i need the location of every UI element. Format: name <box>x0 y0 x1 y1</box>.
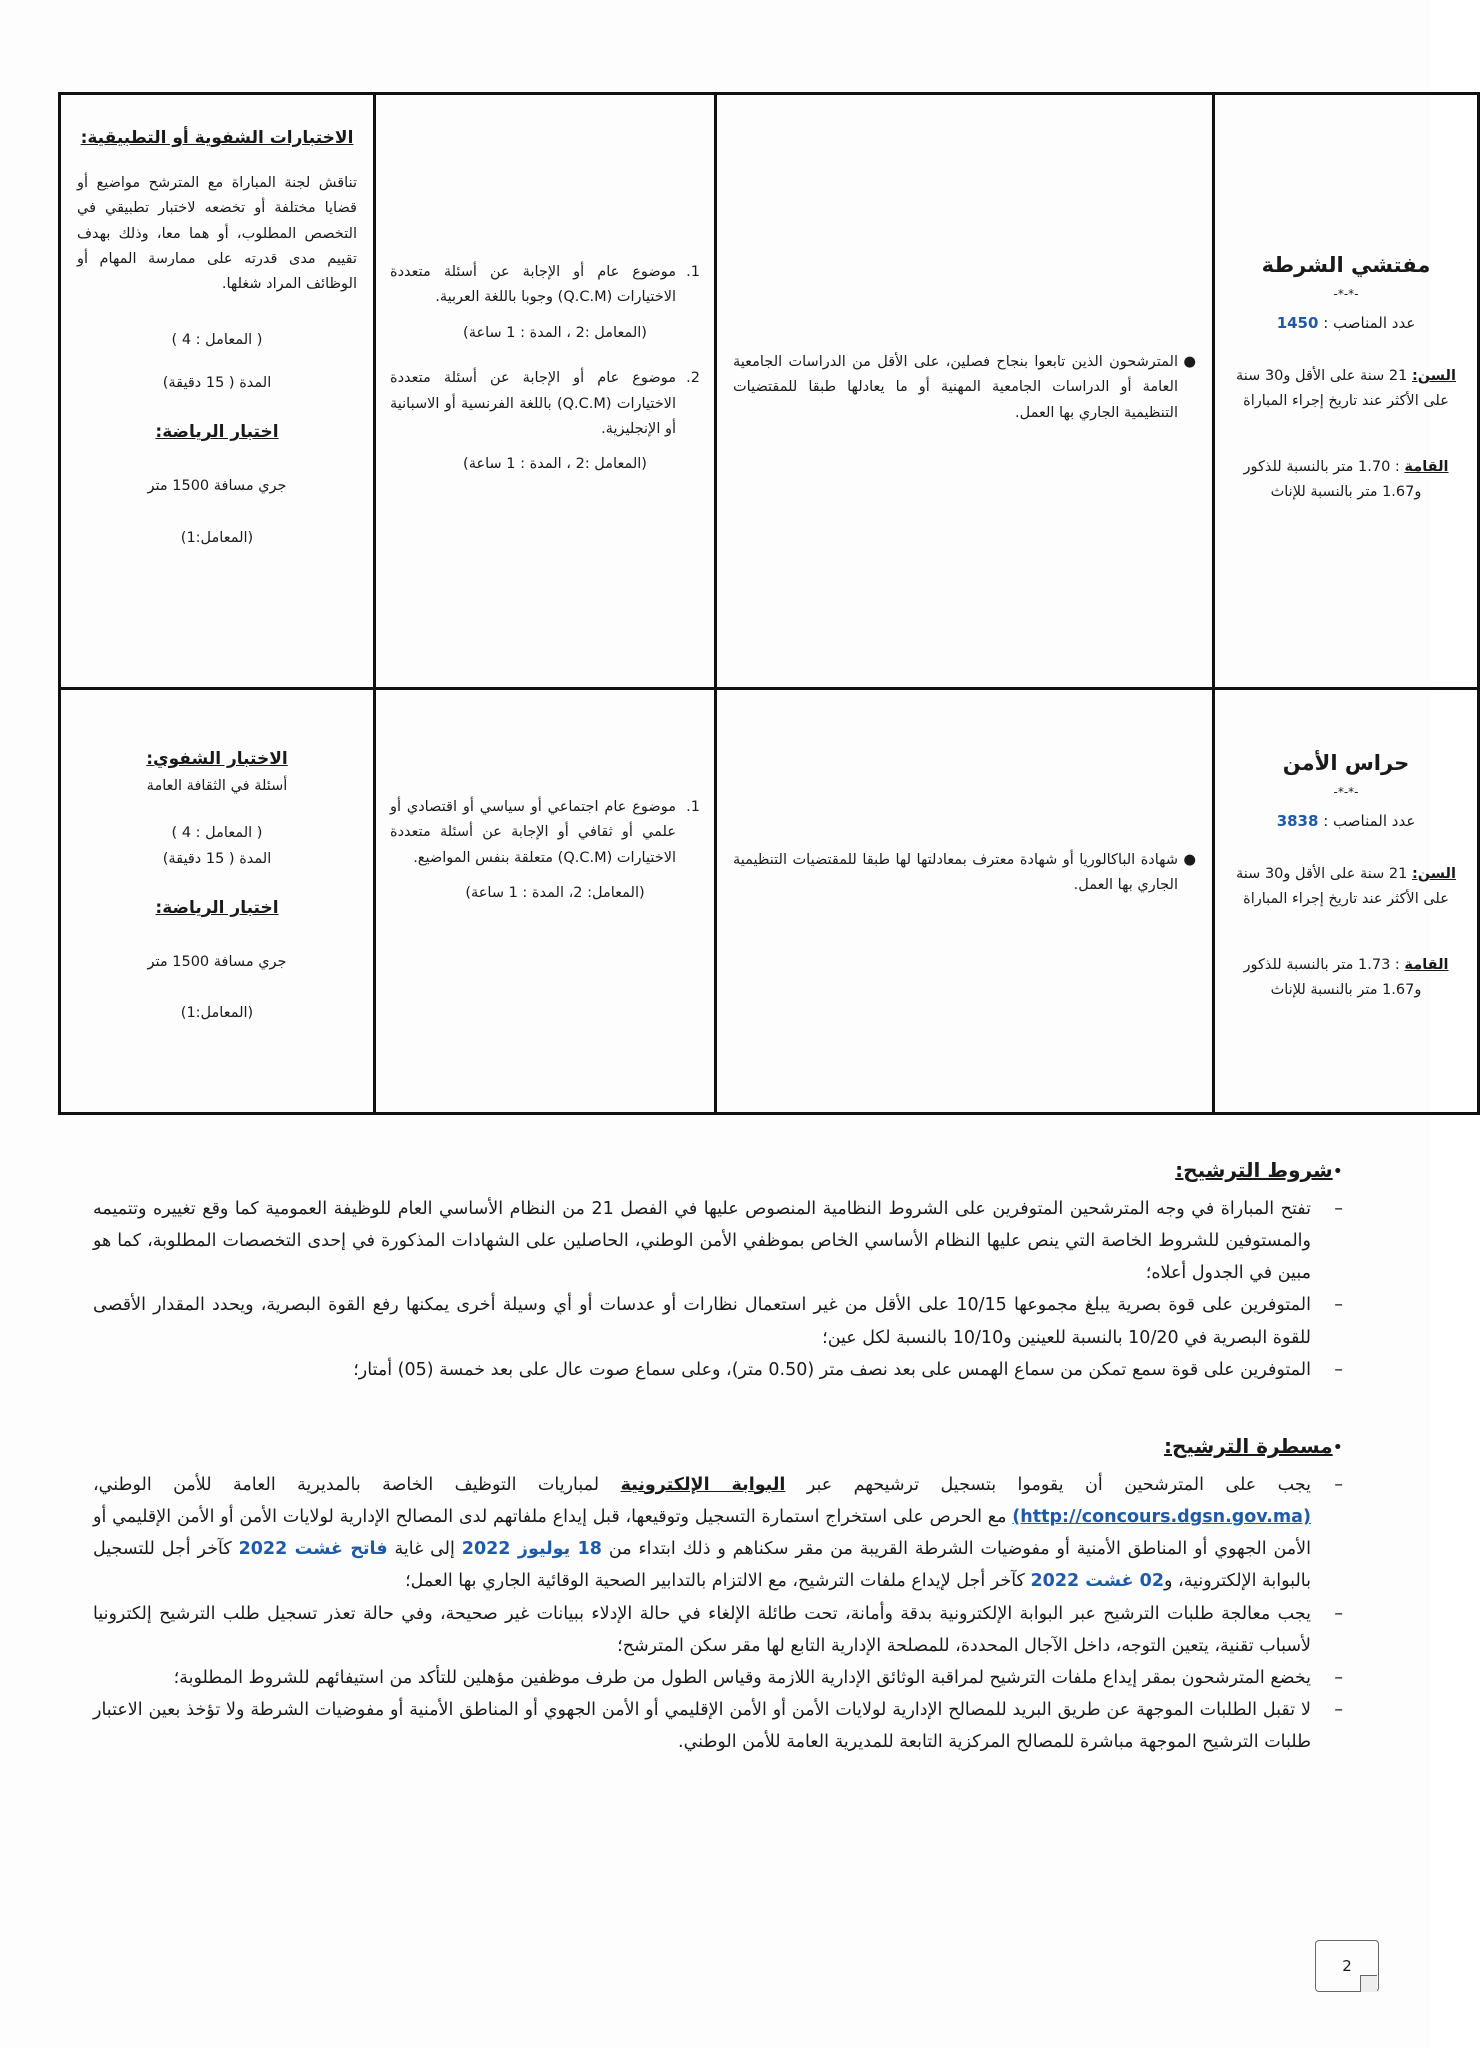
dash-icon: – <box>1334 1198 1343 1219</box>
diploma-cell <box>716 689 1214 1114</box>
list-item-text: يجب معالجة طلبات الترشيح عبر البوابة الإلكترونية بدقة وأمانة، تحت طائلة الإلغاء في حالة الإدلاء ببيانات غير صحيحة، وفي حالة تعذر تسجيل طلب الترشيح إلكترونيا لأسباب تقنية، يتعين التوجه، داخل الآجال المحددة، للمصلحة الإدارية التابع لها مقر سكن المترشح؛ <box>93 1603 1311 1656</box>
list-item <box>93 1469 1343 1598</box>
text-segment: إلى غاية <box>394 1539 455 1560</box>
text-segment: يجب على المترشحين أن يقوموا بتسجيل ترشيحهم عبر <box>806 1474 1311 1495</box>
text-segment: كآخر أجل للتسجيل بالبوابة الإلكترونية، و <box>93 1539 1311 1592</box>
written-exam-item <box>390 795 700 871</box>
sport-exam-coef: (المعامل:1) <box>180 529 254 546</box>
written-exam-text: موضوع عام أو الإجابة عن أسئلة متعددة الاختيارات (Q.C.M) وجوبا باللغة العربية. <box>390 264 676 306</box>
sport-exam-heading: اختبار الرياضة: <box>155 422 279 443</box>
diploma-text: المترشحون الذين تابعوا بنجاح فصلين، على الأقل من الدراسات الجامعية العامة أو الدراسات الجامعية المهنية أو ما يعادلها طبقا للمقتضيات التنظيمية الجاري بها العمل. <box>733 354 1178 421</box>
text-segment: لمباريات التوظيف الخاصة بالمديرية العامة للأمن الوطني، <box>93 1474 600 1495</box>
diploma-text: شهادة الباكالوريا أو شهادة معترف بمعادلتها لها طبقا للمقتضيات التنظيمية الجاري بها العمل. <box>733 852 1178 894</box>
oral-exam-text: تناقش لجنة المباراة مع المترشح مواضيع أو قضايا مختلفة أو تخضعه لاختبار تطبيقي في التخصص المطلوب، أو هما معا، وذلك بهدف تقييم مدى قدرته على ممارسة المهام أو الوظائف المراد شغلها. <box>77 174 357 293</box>
age-text: 21 سنة على الأقل و30 سنة على الأكثر عند تاريخ إجراء المباراة <box>1236 368 1449 410</box>
bullet-icon: ● <box>1183 354 1196 370</box>
job-cell <box>1214 689 1479 1114</box>
age-label: السن: <box>1411 368 1456 384</box>
list-item-text: المتوفرين على قوة سمع تمكن من سماع الهمس على بعد نصف متر (0.50 متر)، وعلى سماع صوت عال على بعد خمسة (05) أمتار؛ <box>353 1359 1311 1380</box>
posts-count <box>1227 808 1465 834</box>
dash-icon: – <box>1334 1474 1343 1495</box>
written-exam-coef: (المعامل :2 ، المدة : 1 ساعة) <box>463 456 647 473</box>
competition-table <box>58 92 1480 1115</box>
age-requirement <box>1227 364 1465 415</box>
oral-exam-duration: المدة ( 15 دقيقة) <box>162 375 272 392</box>
stars-divider: -*-*- <box>1333 286 1359 301</box>
oral-exam-cell <box>60 689 375 1114</box>
height-requirement <box>1227 953 1465 1004</box>
list-item-text: يخضع المترشحون بمقر إيداع ملفات الترشيح لمراقبة الوثائق الإدارية اللازمة وقياس الطول من طرف موظفين مؤهلين للتأكد من استيفائهم للشروط المطلوبة؛ <box>173 1667 1311 1688</box>
written-exam-list <box>390 260 700 478</box>
sport-exam-run: جري مسافة 1500 متر <box>147 953 287 970</box>
bullet-icon: • <box>1332 1438 1343 1458</box>
conditions-heading-line <box>93 1152 1343 1189</box>
text-segment: كآخر أجل لإيداع ملفات الترشيح، مع الالتزام بالتدابير الصحية الوقائية الجاري بها العمل؛ <box>405 1571 1025 1592</box>
dash-icon: – <box>1334 1295 1343 1316</box>
conditions-section <box>93 1152 1343 1386</box>
diploma-cell <box>716 94 1214 689</box>
written-exam-text: موضوع عام أو الإجابة عن أسئلة متعددة الاختيارات (Q.C.M) باللغة الفرنسية أو الاسبانية أو الإنجليزية. <box>390 370 676 437</box>
posts-value: 1450 <box>1276 313 1319 332</box>
oral-exam-coef: ( المعامل : 4 ) <box>171 331 263 348</box>
list-item-text: لا تقبل الطلبات الموجهة عن طريق البريد للمصالح الإدارية لولايات الأمن أو الأمن الإقليمي أو الأمن الجهوي أو المناطق الأمنية أو مفوضيات الشرطة ولا تؤخذ بعين الاعتبار طلبات الترشيح الموجهة مباشرة للمصالح المركزية التابعة للمديرية العامة للأمن الوطني. <box>93 1700 1311 1753</box>
job-title: حراس الأمن <box>1282 751 1410 775</box>
posts-count <box>1227 310 1465 336</box>
diploma-requirement <box>733 350 1196 426</box>
height-label: القامة <box>1404 956 1449 973</box>
written-exam-cell <box>375 689 716 1114</box>
start-date: 18 يوليوز 2022 <box>461 1539 602 1560</box>
age-requirement <box>1227 862 1465 913</box>
dash-icon: – <box>1334 1700 1343 1721</box>
table-row <box>60 94 1479 689</box>
dash-icon: – <box>1334 1603 1343 1624</box>
written-exam-coef: (المعامل: 2، المدة : 1 ساعة) <box>465 885 645 902</box>
bullet-icon: • <box>1332 1162 1343 1182</box>
oral-exam-heading: الاختبارات الشفوية أو التطبيقية: <box>80 128 354 148</box>
section-heading: مسطرة الترشيح: <box>1164 1434 1333 1458</box>
height-text: : 1.73 متر بالنسبة للذكور و1.67 متر بالنسبة للإناث <box>1243 956 1422 999</box>
section-heading: شروط الترشيح: <box>1175 1158 1333 1182</box>
written-exam-coef: (المعامل :2 ، المدة : 1 ساعة) <box>463 324 647 341</box>
sport-exam-run: جري مسافة 1500 متر <box>147 478 287 495</box>
job-cell <box>1214 94 1479 689</box>
written-exam-text: موضوع عام اجتماعي أو سياسي أو اقتصادي أو علمي أو ثقافي أو الإجابة عن أسئلة متعددة الاختيارات (Q.C.M) متعلقة بنفس المواضيع. <box>390 799 676 866</box>
job-title: مفتشي الشرطة <box>1261 253 1431 277</box>
list-item <box>93 1193 1343 1290</box>
dash-icon: – <box>1334 1667 1343 1688</box>
age-label: السن: <box>1411 866 1456 882</box>
portal-link[interactable]: (http://concours.dgsn.gov.ma) <box>1012 1506 1311 1527</box>
procedure-list <box>93 1469 1343 1759</box>
oral-exam-heading: الاختبار الشفوي: <box>146 749 288 769</box>
diploma-requirement <box>733 848 1196 899</box>
item-number: 1. <box>686 799 700 815</box>
list-item <box>93 1662 1343 1694</box>
height-requirement <box>1227 455 1465 506</box>
dash-icon: – <box>1334 1359 1343 1380</box>
page-number: 2 <box>1315 1940 1379 1992</box>
oral-exam-duration: المدة ( 15 دقيقة) <box>162 850 272 867</box>
oral-exam-cell <box>60 94 375 689</box>
list-item <box>93 1694 1343 1758</box>
posts-label: عدد المناصب : <box>1323 811 1416 830</box>
filing-deadline: 02 غشت 2022 <box>1030 1571 1165 1592</box>
list-item <box>93 1354 1343 1386</box>
written-exam-item <box>390 366 700 442</box>
bullet-icon: ● <box>1183 852 1196 868</box>
age-text: 21 سنة على الأقل و30 سنة على الأكثر عند تاريخ إجراء المباراة <box>1236 866 1449 908</box>
list-item <box>93 1289 1343 1353</box>
posts-value: 3838 <box>1276 811 1319 830</box>
list-item <box>93 1598 1343 1662</box>
item-number: 1. <box>686 264 700 280</box>
sport-exam-coef: (المعامل:1) <box>180 1005 254 1022</box>
procedure-section <box>93 1428 1343 1758</box>
oral-exam-coef: ( المعامل : 4 ) <box>171 825 263 842</box>
page-fold-icon <box>1360 1975 1377 1992</box>
table-row <box>60 689 1479 1114</box>
written-exam-cell <box>375 94 716 689</box>
conditions-list <box>93 1193 1343 1386</box>
sport-exam-heading: اختبار الرياضة: <box>155 897 279 918</box>
oral-exam-text: أسئلة في الثقافة العامة <box>146 777 288 794</box>
posts-label: عدد المناصب : <box>1323 313 1416 332</box>
registration-deadline: فاتح غشت 2022 <box>238 1539 388 1560</box>
text-segment: مع الحرص على استخراج استمارة التسجيل وتوقيعها، قبل إيداع ملفاتهم لدى المصالح الإدارية لولايات الأمن أو الأمن الإقليمي أو الأمن الجهوي أو المناطق الأمنية أو مفوضيات الشرطة القريبة من مقر سكناهم و ذلك ابتداء من <box>93 1506 1311 1560</box>
list-item-text: المتوفرين على قوة بصرية يبلغ مجموعها 10/15 على الأقل من غير استعمال نظارات أو عدسات أو أي وسيلة أخرى يمكنها رفع القوة البصرية، ويحدد المقدار الأقصى للقوة البصرية في 10/20 بالنسبة للعينين و10/10 بالنسبة لكل عين؛ <box>93 1295 1311 1348</box>
procedure-heading-line <box>93 1428 1343 1465</box>
stars-divider: -*-*- <box>1333 784 1359 799</box>
list-item-text: تفتح المباراة في وجه المترشحين المتوفرين على الشروط النظامية المنصوص عليها في الفصل 21 من النظام الأساسي العام للوظيفة العمومية كما وقع تغييره وتتميمه والمستوفين للشروط الخاصة التي ينص عليها النظام الأساسي الخاص بموظفي الأمن الوطني، الحاصلين على الشهادات المذكورة في إحدى التخصصات المطلوبة، كما هو مبين في الجدول أعلاه؛ <box>93 1198 1311 1284</box>
written-exam-list <box>390 795 700 907</box>
written-exam-item <box>390 260 700 311</box>
height-label: القامة <box>1404 458 1449 475</box>
height-text: : 1.70 متر بالنسبة للذكور و1.67 متر بالنسبة للإناث <box>1243 458 1422 501</box>
portal-name: البوابة الإلكترونية <box>620 1474 786 1495</box>
item-number: 2. <box>686 370 700 387</box>
